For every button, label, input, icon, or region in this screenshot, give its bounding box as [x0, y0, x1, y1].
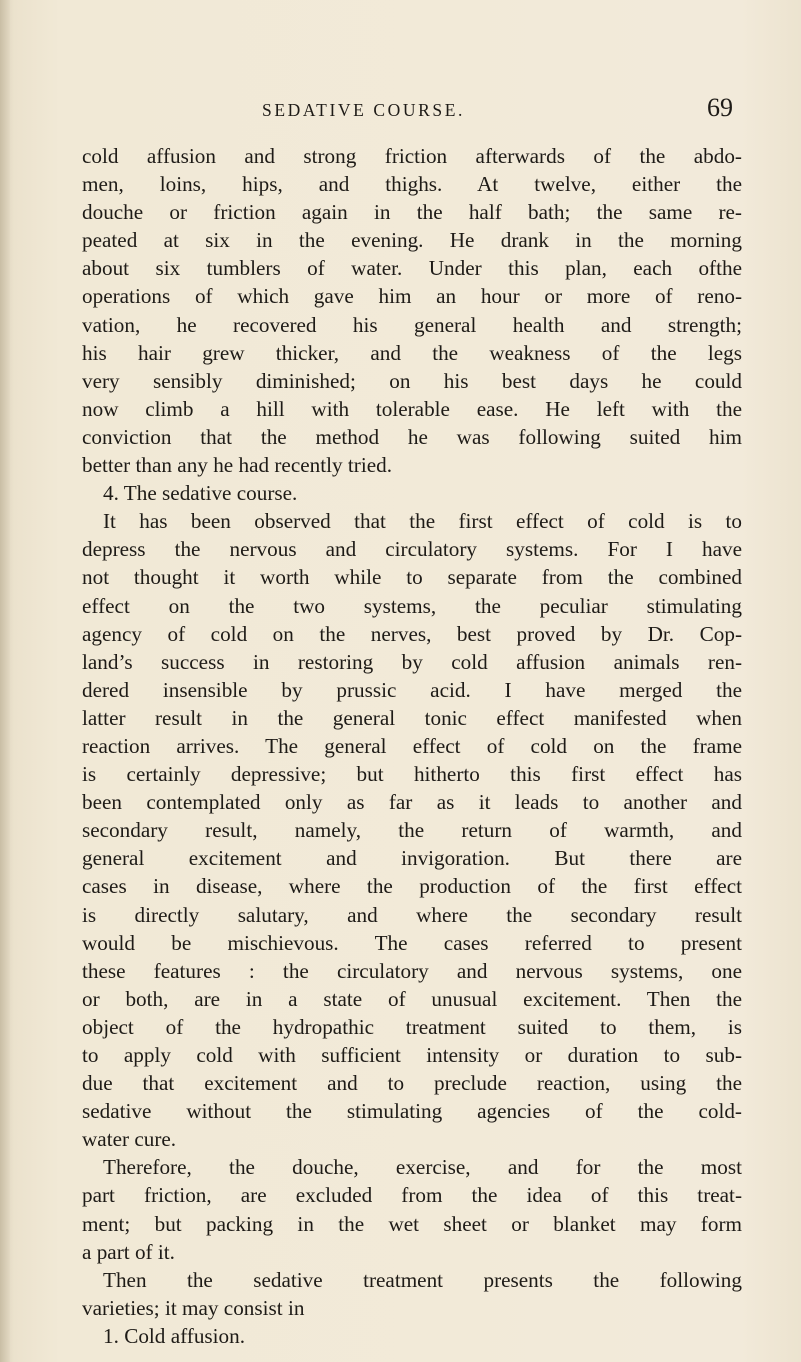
text-line: sedative without the stimulating agencies of the cold-	[82, 1099, 742, 1124]
text-line: is certainly depressive; but hitherto this first effect has	[82, 762, 742, 787]
text-line: general excitement and invigoration. But there are	[82, 846, 742, 871]
text-line: his hair grew thicker, and the weakness of the legs	[82, 340, 742, 365]
text-line: is directly salutary, and where the secondary result	[82, 902, 742, 927]
text-line: been contemplated only as far as it leads to another and	[82, 790, 742, 815]
text-line: object of the hydropathic treatment suited to them, is	[82, 1014, 742, 1039]
text-line: effect on the two systems, the peculiar stimulating	[82, 593, 742, 618]
text-line: varieties; it may consist in	[82, 1295, 305, 1320]
text-line: conviction that the method he was following suited him	[82, 424, 742, 449]
text-line: men, loins, hips, and thighs. At twelve, either the	[82, 172, 742, 197]
text-line: vation, he recovered his general health and strength;	[82, 312, 742, 337]
page-binding-shadow	[0, 0, 10, 1362]
text-line: cold affusion and strong friction afterwards of the abdo-	[82, 144, 742, 168]
text-line: Then the sedative treatment presents the following	[103, 1267, 742, 1292]
text-line: douche or friction again in the half bath; the same re-	[82, 200, 742, 225]
text-line: Therefore, the douche, exercise, and for the most	[103, 1155, 742, 1180]
text-line: land’s success in restoring by cold affusion animals ren-	[82, 649, 742, 674]
text-line: ment; but packing in the wet sheet or blanket may form	[82, 1211, 742, 1236]
text-line: latter result in the general tonic effect manifested when	[82, 705, 742, 730]
text-line: reaction arrives. The general effect of cold on the frame	[82, 733, 742, 758]
text-line: these features : the circulatory and nervous systems, one	[82, 958, 742, 983]
text-line: due that excitement and to preclude reaction, using the	[82, 1071, 742, 1096]
text-line: or both, are in a state of unusual excitement. Then the	[82, 986, 742, 1011]
text-line: dered insensible by prussic acid. I have merged the	[82, 677, 742, 702]
text-line: now climb a hill with tolerable ease. He left with the	[82, 396, 742, 421]
text-line: operations of which gave him an hour or more of reno-	[82, 284, 742, 309]
text-line: very sensibly diminished; on his best days he could	[82, 368, 742, 393]
running-header: SEDATIVE COURSE.	[262, 100, 465, 120]
text-line: peated at six in the evening. He drank in the morning	[82, 228, 742, 253]
text-line: water cure.	[82, 1127, 177, 1152]
text-line: cases in disease, where the production of the first effect	[82, 874, 742, 899]
text-line: to apply cold with sufficient intensity or duration to sub-	[82, 1043, 742, 1067]
section-heading: 4. The sedative course.	[103, 481, 298, 506]
text-line: would be mischievous. The cases referred to present	[82, 930, 742, 955]
text-line: better than any he had recently tried.	[82, 453, 393, 478]
text-line: not thought it worth while to separate from the combined	[82, 565, 742, 590]
text-line: part friction, are excluded from the idea of this treat-	[82, 1183, 742, 1208]
text-line: secondary result, namely, the return of warmth, and	[82, 818, 742, 843]
list-item: 1. Cold affusion.	[103, 1323, 246, 1348]
text-line: agency of cold on the nerves, best proved by Dr. Cop-	[82, 621, 742, 646]
text-line: a part of it.	[82, 1239, 175, 1264]
text-line: It has been observed that the first effect of cold is to	[103, 509, 742, 534]
text-line: depress the nervous and circulatory systems. For I have	[82, 537, 742, 562]
page-number: 69	[707, 93, 733, 122]
text-line: about six tumblers of water. Under this plan, each ofthe	[82, 256, 742, 281]
body-text	[82, 142, 742, 1350]
